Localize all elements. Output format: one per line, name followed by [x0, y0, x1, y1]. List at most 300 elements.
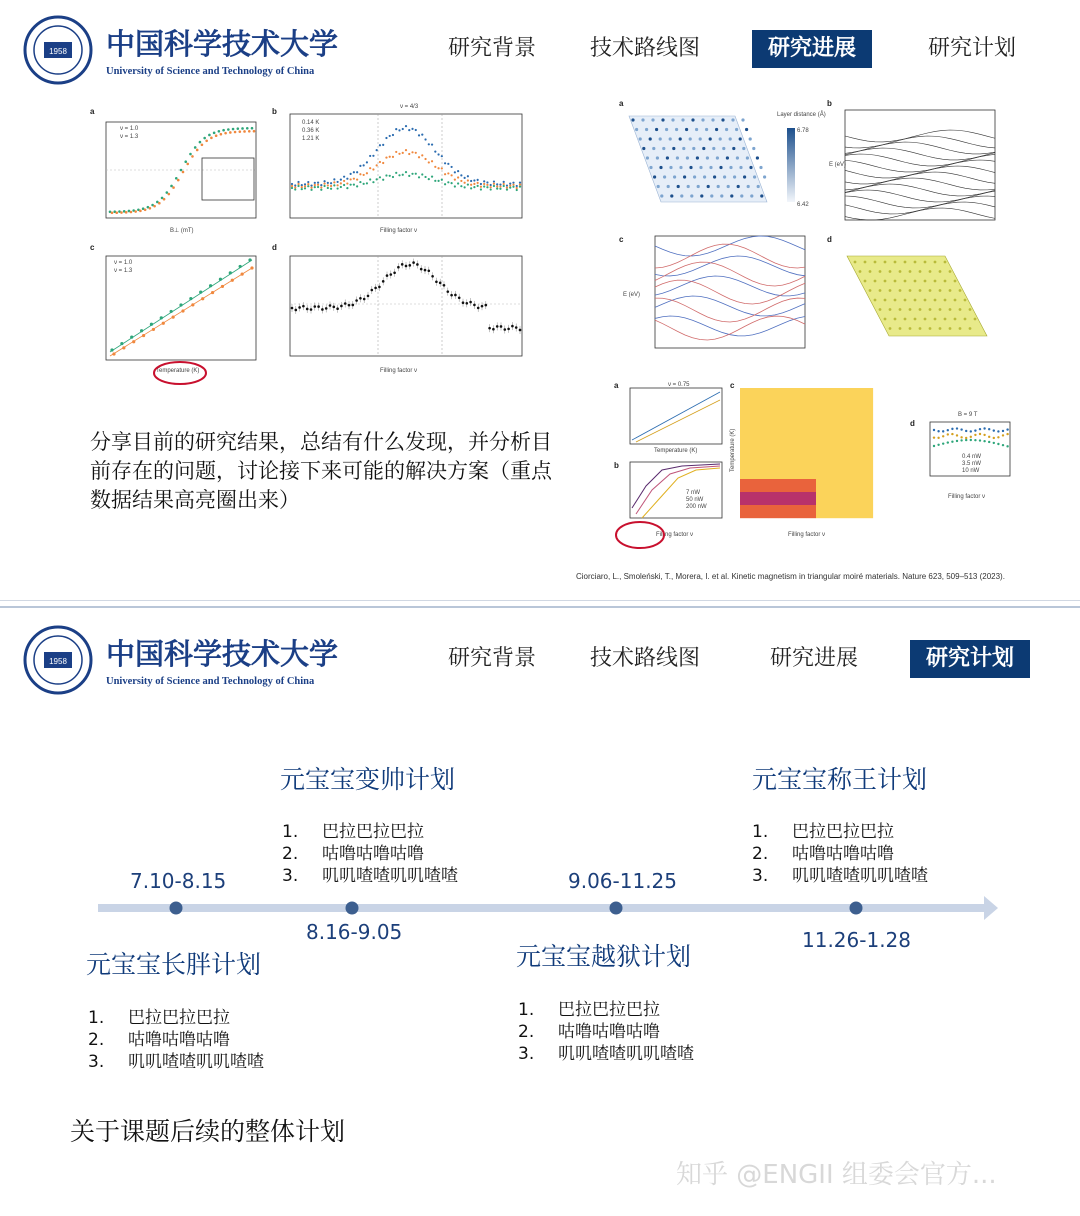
plot-point [747, 185, 750, 188]
plot-point [939, 308, 942, 311]
heatmap-cell [807, 505, 817, 518]
plot-point [937, 430, 939, 432]
nav-tech-roadmap[interactable]: 技术路线图 [590, 646, 701, 671]
plot-point [942, 430, 944, 432]
plot-point [374, 287, 377, 290]
plot-point [752, 147, 755, 150]
plot-point [493, 185, 495, 187]
plan-list-4 [752, 821, 928, 887]
plot-point [323, 183, 325, 185]
svg-text:B⊥ (mT): B⊥ (mT) [170, 228, 194, 234]
plot-point [301, 184, 303, 186]
plot-point [304, 183, 306, 185]
plot-point [356, 185, 358, 187]
plot-point [248, 258, 251, 261]
heatmap-cell [854, 453, 864, 466]
plot-point [441, 179, 443, 181]
plot-point [696, 156, 699, 159]
plot-point [942, 435, 944, 437]
plot-point [369, 155, 371, 157]
plot-point [488, 327, 491, 330]
plot-point [352, 304, 355, 307]
heatmap-cell [835, 479, 845, 492]
svg-text:1958: 1958 [49, 47, 67, 56]
plot-point [431, 176, 433, 178]
plot-point [363, 174, 365, 176]
plot-point [483, 183, 485, 185]
plot-point [662, 147, 665, 150]
date-phase-3: 9.06-11.25 [568, 869, 678, 893]
plot-point [395, 151, 397, 153]
plot-point [201, 143, 204, 146]
heatmap-cell [845, 440, 855, 453]
date-phase-1: 7.10-8.15 [130, 869, 227, 893]
nav-tech-roadmap[interactable]: 技术路线图 [590, 36, 701, 61]
plot-point [220, 133, 223, 136]
heatmap-cell [788, 427, 798, 440]
plot-point [460, 174, 462, 176]
nav-research-progress[interactable]: 研究进展 [752, 30, 872, 68]
svg-text:b: b [827, 99, 832, 108]
plot-point [298, 306, 301, 309]
heatmap-cell [740, 414, 750, 427]
plot-point [988, 441, 990, 443]
heatmap-cell [816, 479, 826, 492]
plot-point [163, 198, 166, 201]
plot-point [447, 290, 450, 293]
plot-point [749, 137, 752, 140]
heatmap-cell [740, 453, 750, 466]
plot-point [959, 327, 962, 330]
plot-point [894, 261, 897, 264]
band-line [655, 236, 805, 256]
plot-point [1002, 434, 1004, 436]
plot-point [691, 118, 694, 121]
plot-point [509, 187, 511, 189]
plot-point [408, 153, 410, 155]
plot-point [649, 166, 652, 169]
plot-point [731, 118, 734, 121]
plot-point [389, 135, 391, 137]
plot-point [153, 205, 156, 208]
plot-point [929, 289, 932, 292]
plot-point [382, 144, 384, 146]
plot-point [904, 280, 907, 283]
plot-point [451, 182, 453, 184]
plot-point [970, 436, 972, 438]
plot-point [340, 305, 343, 308]
plot-point [988, 428, 990, 430]
plot-point [450, 294, 453, 297]
plot-point [659, 137, 662, 140]
plot-point [997, 430, 999, 432]
heatmap-cell [807, 479, 817, 492]
list-item: 3. 叽叽喳喳叽叽喳喳 [282, 866, 458, 886]
heatmap-cell [769, 401, 779, 414]
plot-point [203, 137, 206, 140]
plan-list-3 [518, 999, 694, 1065]
plot-point [869, 270, 872, 273]
plot-point [884, 299, 887, 302]
plot-point [411, 128, 413, 130]
plot-point [382, 280, 385, 283]
heatmap-cell [807, 466, 817, 479]
plot-point [356, 178, 358, 180]
plot-point [504, 328, 507, 331]
plot-point [416, 263, 419, 266]
heatmap-cell [750, 453, 760, 466]
plot-point [158, 202, 161, 205]
svg-text:ν = 1.3: ν = 1.3 [114, 268, 133, 274]
plot-point [949, 289, 952, 292]
plot-point [372, 181, 374, 183]
plan-list-1 [88, 1007, 264, 1073]
plot-point [956, 434, 958, 436]
plot-point [372, 168, 374, 170]
plot-point [402, 128, 404, 130]
plot-point [944, 261, 947, 264]
heatmap-cell [816, 453, 826, 466]
plot-point [447, 163, 449, 165]
plot-point [297, 183, 299, 185]
plot-point [181, 309, 184, 312]
plot-point [894, 299, 897, 302]
heatmap-cell [750, 466, 760, 479]
plot-point [956, 440, 958, 442]
plot-point [317, 181, 319, 183]
svg-text:50 nW: 50 nW [686, 497, 704, 503]
band-line [845, 136, 995, 148]
plot-point [451, 174, 453, 176]
heatmap-cell [845, 479, 855, 492]
plot-point [152, 328, 155, 331]
plot-point [490, 188, 492, 190]
plot-point [405, 265, 408, 268]
heatmap-cell [769, 427, 779, 440]
plot-point [177, 179, 180, 182]
plot-point [421, 154, 423, 156]
plot-point [919, 327, 922, 330]
plot-point [717, 185, 720, 188]
plot-point [325, 307, 328, 310]
plot-point [317, 305, 320, 308]
heatmap-cell [797, 479, 807, 492]
date-phase-4: 11.26-1.28 [802, 928, 912, 952]
plot-point [970, 430, 972, 432]
plot-point [956, 427, 958, 429]
plot-point [346, 187, 348, 189]
plot-point [480, 186, 482, 188]
heatmap-cell [826, 453, 836, 466]
plot-point [140, 329, 143, 332]
plot-point [889, 327, 892, 330]
heatmap-cell [854, 466, 864, 479]
plot-point [699, 137, 702, 140]
plot-point [959, 289, 962, 292]
plot-point [954, 299, 957, 302]
plot-point [330, 188, 332, 190]
plot-point [969, 327, 972, 330]
plot-point [993, 437, 995, 439]
plot-point [665, 128, 668, 131]
plot-point [669, 166, 672, 169]
plot-point [934, 318, 937, 321]
plot-point [201, 297, 204, 300]
plot-point [661, 118, 664, 121]
heatmap-cell [864, 453, 874, 466]
heatmap-cell [750, 388, 760, 401]
heatmap-cell [835, 388, 845, 401]
heatmap-cell [845, 414, 855, 427]
plot-point [378, 286, 381, 289]
plot-point [899, 270, 902, 273]
plot-point [651, 118, 654, 121]
plot-point [458, 296, 461, 299]
slide-research-progress [0, 0, 1080, 601]
heatmap-cell [759, 414, 769, 427]
plot-point [333, 306, 336, 309]
heatmap-cell [778, 388, 788, 401]
nav-research-plan[interactable]: 研究计划 [928, 36, 1017, 61]
plot-point [191, 155, 194, 158]
heatmap-cell [854, 414, 864, 427]
plot-point [385, 174, 387, 176]
plot-point [879, 308, 882, 311]
timeline-dot-3[interactable] [610, 902, 623, 915]
svg-text:ν = 1.0: ν = 1.0 [120, 126, 139, 132]
plot-point [343, 180, 345, 182]
plot-point [473, 183, 475, 185]
plot-point [506, 184, 508, 186]
plot-point [320, 184, 322, 186]
plot-point [974, 439, 976, 441]
heatmap-cell [797, 401, 807, 414]
plot-point [466, 302, 469, 305]
plot-point [304, 187, 306, 189]
nav-research-background[interactable]: 研究背景 [448, 646, 537, 671]
plot-point [194, 146, 197, 149]
plot-point [376, 178, 378, 180]
heatmap-cell [835, 427, 845, 440]
heatmap-cell [769, 492, 779, 505]
plot-point [506, 187, 508, 189]
plot-point [660, 194, 663, 197]
svg-text:ν = 1.0: ν = 1.0 [114, 260, 133, 266]
plan-summary-note: 关于课题后续的整体计划 [70, 1117, 346, 1146]
nav-research-plan[interactable]: 研究计划 [910, 640, 1030, 678]
plot-point [431, 160, 433, 162]
svg-text:Temperature (K): Temperature (K) [730, 428, 736, 472]
plot-point [919, 308, 922, 311]
plot-point [467, 183, 469, 185]
plot-point [889, 270, 892, 273]
svg-text:0.14 K: 0.14 K [302, 120, 320, 126]
plot-point [947, 433, 949, 435]
citation[interactable]: Ciorciaro, L., Smoleński, T., Morera, I. et al. Kinetic magnetism in triangular moiré materials. Nature 623, 509–513 (2023). [576, 572, 1005, 581]
plot-point [350, 184, 352, 186]
plot-point [132, 340, 135, 343]
heatmap-cell [816, 492, 826, 505]
plot-point [302, 305, 305, 308]
plot-point [470, 187, 472, 189]
heatmap-cell [769, 479, 779, 492]
plot-point [237, 127, 240, 130]
plot-point [355, 299, 358, 302]
plot-point [409, 264, 412, 267]
plot-point [379, 144, 381, 146]
plot-point [683, 175, 686, 178]
plot-point [372, 155, 374, 157]
plot-point [965, 437, 967, 439]
plot-point [693, 175, 696, 178]
heatmap-cell [845, 505, 855, 518]
plot-point [411, 151, 413, 153]
heatmap-cell [835, 466, 845, 479]
plot-point [965, 430, 967, 432]
heatmap-cell [807, 492, 817, 505]
plot-point [746, 156, 749, 159]
svg-text:Filling factor ν: Filling factor ν [788, 532, 826, 538]
plot-point [496, 325, 499, 328]
plot-point [434, 151, 436, 153]
plot-point [418, 134, 420, 136]
plot-point [199, 291, 202, 294]
plot-point [369, 178, 371, 180]
heatmap-cell [864, 414, 874, 427]
plot-point [939, 289, 942, 292]
band-line [845, 208, 995, 220]
heatmap-cell [740, 401, 750, 414]
plot-point [149, 207, 152, 210]
heatmap-cell [854, 492, 864, 505]
plot-point [1006, 428, 1008, 430]
figure-right-theory [615, 96, 1015, 366]
heatmap-cell [807, 440, 817, 453]
heatmap-cell [797, 505, 807, 518]
plot-point [120, 211, 123, 214]
plan-title-1: 元宝宝长胖计划 [86, 950, 262, 979]
heatmap-cell [864, 427, 874, 440]
heatmap-cell [807, 401, 817, 414]
plot-point [314, 186, 316, 188]
plot-point [439, 282, 442, 285]
plot-point [949, 327, 952, 330]
plot-point [709, 137, 712, 140]
plot-point [291, 183, 293, 185]
heatmap-cell [769, 440, 779, 453]
plot-point [939, 327, 942, 330]
heatmap-cell [816, 505, 826, 518]
plot-point [231, 279, 234, 282]
plot-point [732, 147, 735, 150]
heatmap-cell [769, 388, 779, 401]
plot-point [512, 182, 514, 184]
plot-point [884, 261, 887, 264]
timeline-dot-4[interactable] [850, 902, 863, 915]
plot-point [343, 184, 345, 186]
plot-line [110, 268, 252, 356]
nav-research-background[interactable]: 研究背景 [448, 36, 537, 61]
plot-point [725, 128, 728, 131]
svg-text:b: b [614, 461, 619, 470]
plot-point [348, 304, 351, 307]
heatmap-cell [864, 440, 874, 453]
plot-point [229, 131, 232, 134]
plot-point [899, 327, 902, 330]
plot-point [939, 270, 942, 273]
plot-point [405, 171, 407, 173]
heatmap-cell [816, 427, 826, 440]
plot-point [359, 165, 361, 167]
heatmap-cell [788, 479, 798, 492]
plot-point [974, 318, 977, 321]
timeline-dot-1[interactable] [170, 902, 183, 915]
heatmap-cell [788, 401, 798, 414]
plot-point [428, 178, 430, 180]
plot-point [343, 176, 345, 178]
plot-point [496, 188, 498, 190]
nav-research-progress[interactable]: 研究进展 [770, 646, 859, 671]
plot-point [408, 129, 410, 131]
plot-point [733, 175, 736, 178]
svg-text:Filling factor ν: Filling factor ν [656, 532, 694, 538]
list-item: 2. 咕噜咕噜咕噜 [282, 844, 424, 864]
heatmap-cell [816, 401, 826, 414]
plot-point [864, 280, 867, 283]
plot-point [690, 194, 693, 197]
heatmap-cell [845, 388, 855, 401]
heatmap-cell [845, 466, 855, 479]
heatmap-cell [769, 414, 779, 427]
heatmap-cell [864, 466, 874, 479]
plot-point [333, 178, 335, 180]
plot-point [392, 176, 394, 178]
plot-point [398, 129, 400, 131]
plot-point [405, 125, 407, 127]
plot-point [460, 180, 462, 182]
slide-research-plan [0, 606, 1080, 1216]
timeline-dot-2[interactable] [346, 902, 359, 915]
list-item: 1. 巴拉巴拉巴拉 [88, 1008, 230, 1028]
plot-point [993, 429, 995, 431]
plot-point [321, 308, 324, 311]
plot-point [736, 156, 739, 159]
band-line [845, 196, 995, 208]
plot-point [323, 180, 325, 182]
plot-point [477, 307, 480, 310]
plot-point [500, 325, 503, 328]
heatmap-cell [835, 453, 845, 466]
plot-point [340, 186, 342, 188]
plot-point [182, 171, 185, 174]
plot-point [385, 156, 387, 158]
plot-point [301, 188, 303, 190]
plot-point [909, 289, 912, 292]
plot-point [477, 182, 479, 184]
svg-text:E (eV): E (eV) [829, 162, 847, 168]
plot-point [420, 268, 423, 271]
plot-point [689, 166, 692, 169]
heatmap-cell [778, 453, 788, 466]
plot-point [983, 434, 985, 436]
heatmap-cell [788, 388, 798, 401]
plot-point [496, 183, 498, 185]
heatmap-cell [864, 388, 874, 401]
plot-point [983, 427, 985, 429]
plot-point [1006, 433, 1008, 435]
plot-point [317, 184, 319, 186]
plot-point [711, 118, 714, 121]
